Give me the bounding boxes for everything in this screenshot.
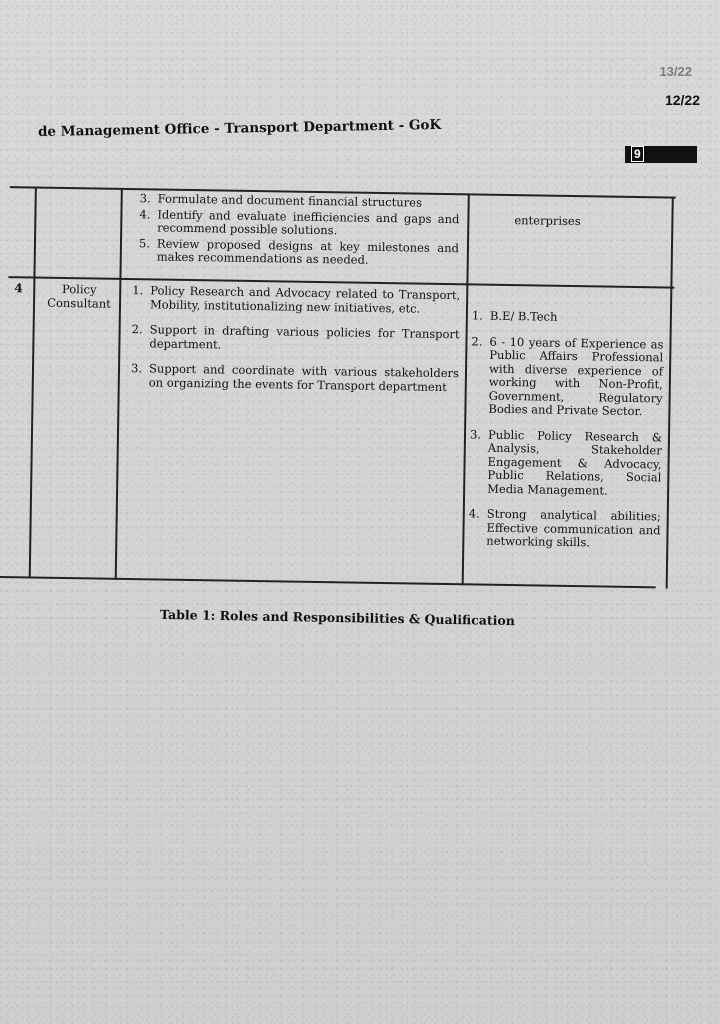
continued-responsibilities-cell — [139, 192, 460, 271]
page-number: 12/22 — [664, 92, 700, 108]
item-number: 1. — [471, 308, 483, 323]
badge-number: 9 — [631, 146, 644, 162]
item-text: Formulate and document financial structures — [157, 191, 423, 210]
table-right-border — [666, 197, 674, 589]
qualifications-cell — [468, 309, 664, 552]
list-item — [131, 322, 460, 355]
item-text: 6 - 10 years of Experience as Public Affairs Professional with diverse experience of working with Non-Profit, Government, Regulatory Bodies and Private Sector. — [488, 334, 664, 419]
table-caption: Table 1: Roles and Responsibilities & Qualification — [159, 606, 516, 629]
roles-table — [0, 178, 680, 619]
list-item — [139, 206, 460, 240]
item-number: 3. — [139, 191, 151, 206]
item-text: Strong analytical abilities; Effective communication and networking skills. — [486, 506, 661, 550]
list-item — [471, 308, 664, 326]
item-text: Identify and evaluate inefficiencies and gaps and recommend possible solutions. — [157, 206, 460, 238]
item-number: 5. — [138, 235, 151, 250]
responsibilities-cell — [131, 284, 461, 396]
faded-page-number: 13/22 — [659, 64, 692, 79]
list-item — [138, 235, 460, 269]
header-badge — [625, 146, 697, 163]
col-divider-2 — [115, 188, 123, 580]
item-number: 2. — [471, 333, 483, 349]
item-text: Review proposed designs at key milestones and makes recommendations as needed. — [156, 235, 460, 267]
role-cell — [46, 283, 112, 311]
item-number: 1. — [132, 283, 144, 298]
item-number: 3. — [469, 426, 482, 442]
item-number: 2. — [131, 322, 143, 337]
item-number: 3. — [130, 361, 143, 376]
item-text: Public Policy Research & Analysis, Stakeholder Engagement & Advocacy, Public Relations, Social Media Management. — [487, 427, 663, 498]
list-item — [468, 506, 661, 551]
item-text: Support and coordinate with various stakeholders on organizing the events for Transport department — [148, 361, 460, 394]
role-text: Policy Consultant — [47, 281, 111, 311]
list-item — [130, 361, 460, 394]
col-divider-1 — [29, 187, 37, 579]
continued-qualification-cell — [514, 214, 654, 230]
qualification-text: enterprises — [514, 213, 581, 229]
item-number: 4. — [468, 506, 480, 521]
serial-number-text: 4 — [14, 281, 23, 296]
list-item — [471, 333, 664, 419]
list-item — [469, 426, 663, 498]
page-header: de Management Office - Transport Department - GoK — [37, 116, 442, 140]
item-text: Policy Research and Advocacy related to Transport, Mobility, institutionalizing new initiatives, etc. — [149, 283, 461, 316]
item-text: Support in drafting various policies for Transport department. — [149, 322, 460, 351]
item-number: 4. — [139, 206, 151, 221]
table-bottom-border — [0, 576, 656, 588]
item-text: B.E/ B.Tech — [489, 308, 558, 324]
list-item — [132, 283, 461, 316]
row-serial-number — [14, 282, 23, 296]
